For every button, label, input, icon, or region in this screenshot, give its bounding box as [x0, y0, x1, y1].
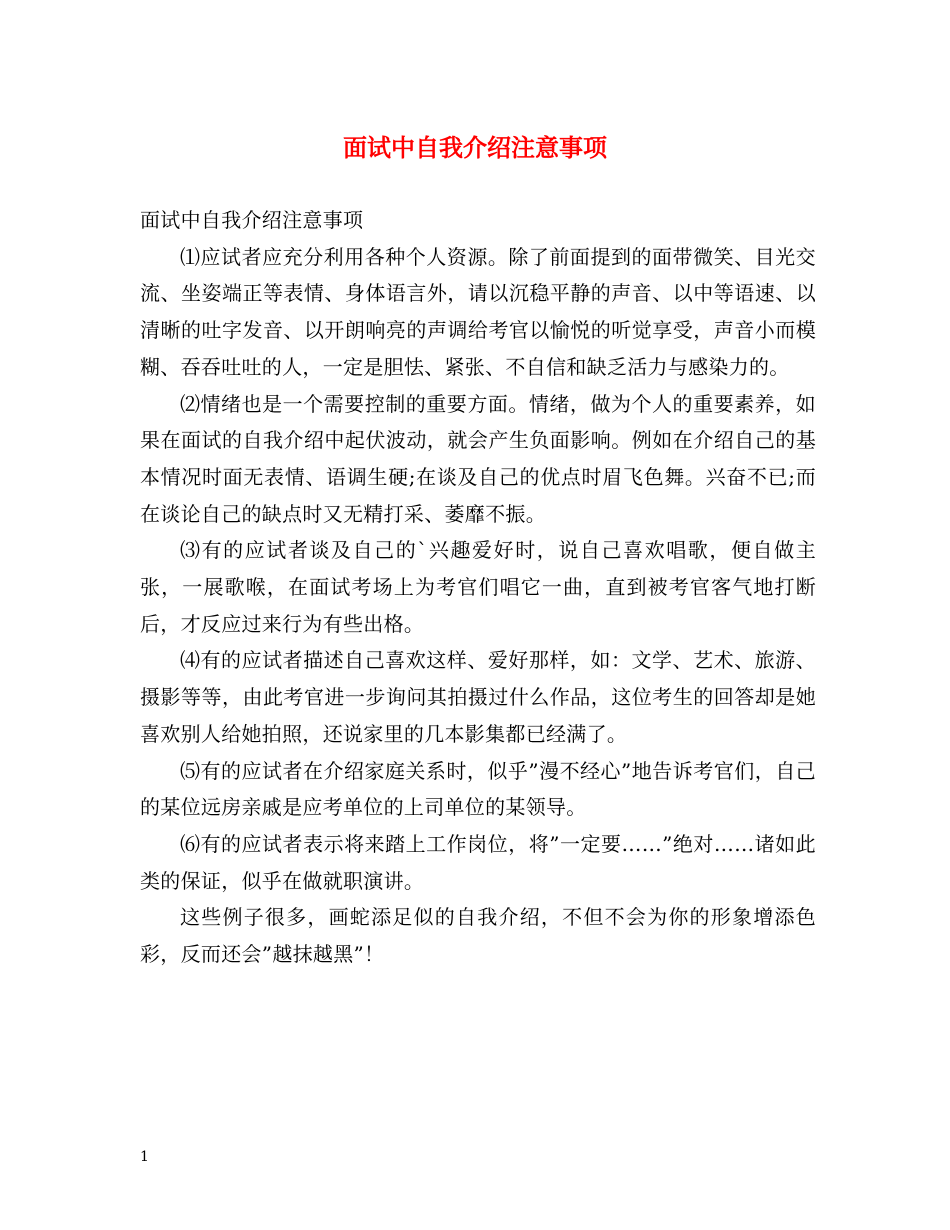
document-title: 面试中自我介绍注意事项	[343, 133, 607, 162]
paragraph-6: ⑹有的应试者表示将来踏上工作岗位，将”一定要……”绝对……诸如此类的保证，似乎在做就职演讲。	[140, 831, 816, 893]
document-body	[140, 202, 816, 973]
paragraph-5: ⑸有的应试者在介绍家庭关系时，似乎”漫不经心”地告诉考官们，自己的某位远房亲戚是应考单位的上司单位的某领导。	[140, 758, 816, 820]
page-number: 1	[140, 1149, 149, 1165]
paragraph-7: 这些例子很多，画蛇添足似的自我介绍，不但不会为你的形象增添色彩，反而还会”越抹越黑”！	[140, 905, 816, 967]
paragraph-1: ⑴应试者应充分利用各种个人资源。除了前面提到的面带微笑、目光交流、坐姿端正等表情、身体语言外，请以沉稳平静的声音、以中等语速、以清晰的吐字发音、以开朗响亮的声调给考官以愉悦的听觉享受，声音小而模糊、吞吞吐吐的人，一定是胆怯、紧张、不自信和缺乏活力与感染力的。	[140, 244, 816, 379]
document-subtitle: 面试中自我介绍注意事项	[140, 208, 364, 232]
paragraph-2: ⑵情绪也是一个需要控制的重要方面。情绪，做为个人的重要素养，如果在面试的自我介绍中起伏波动，就会产生负面影响。例如在介绍自己的基本情况时面无表情、语调生硬;在谈及自己的优点时眉飞色舞。兴奋不已;而在谈论自己的缺点时又无精打采、萎靡不振。	[140, 391, 816, 526]
paragraph-4: ⑷有的应试者描述自己喜欢这样、爱好那样，如：文学、艺术、旅游、摄影等等，由此考官进一步询问其拍摄过什么作品，这位考生的回答却是她喜欢别人给她拍照，还说家里的几本影集都已经满了。	[140, 648, 816, 746]
paragraph-3: ⑶有的应试者谈及自己的`兴趣爱好时，说自己喜欢唱歌，便自做主张，一展歌喉，在面试考场上为考官们唱它一曲，直到被考官客气地打断后，才反应过来行为有些出格。	[140, 538, 816, 636]
